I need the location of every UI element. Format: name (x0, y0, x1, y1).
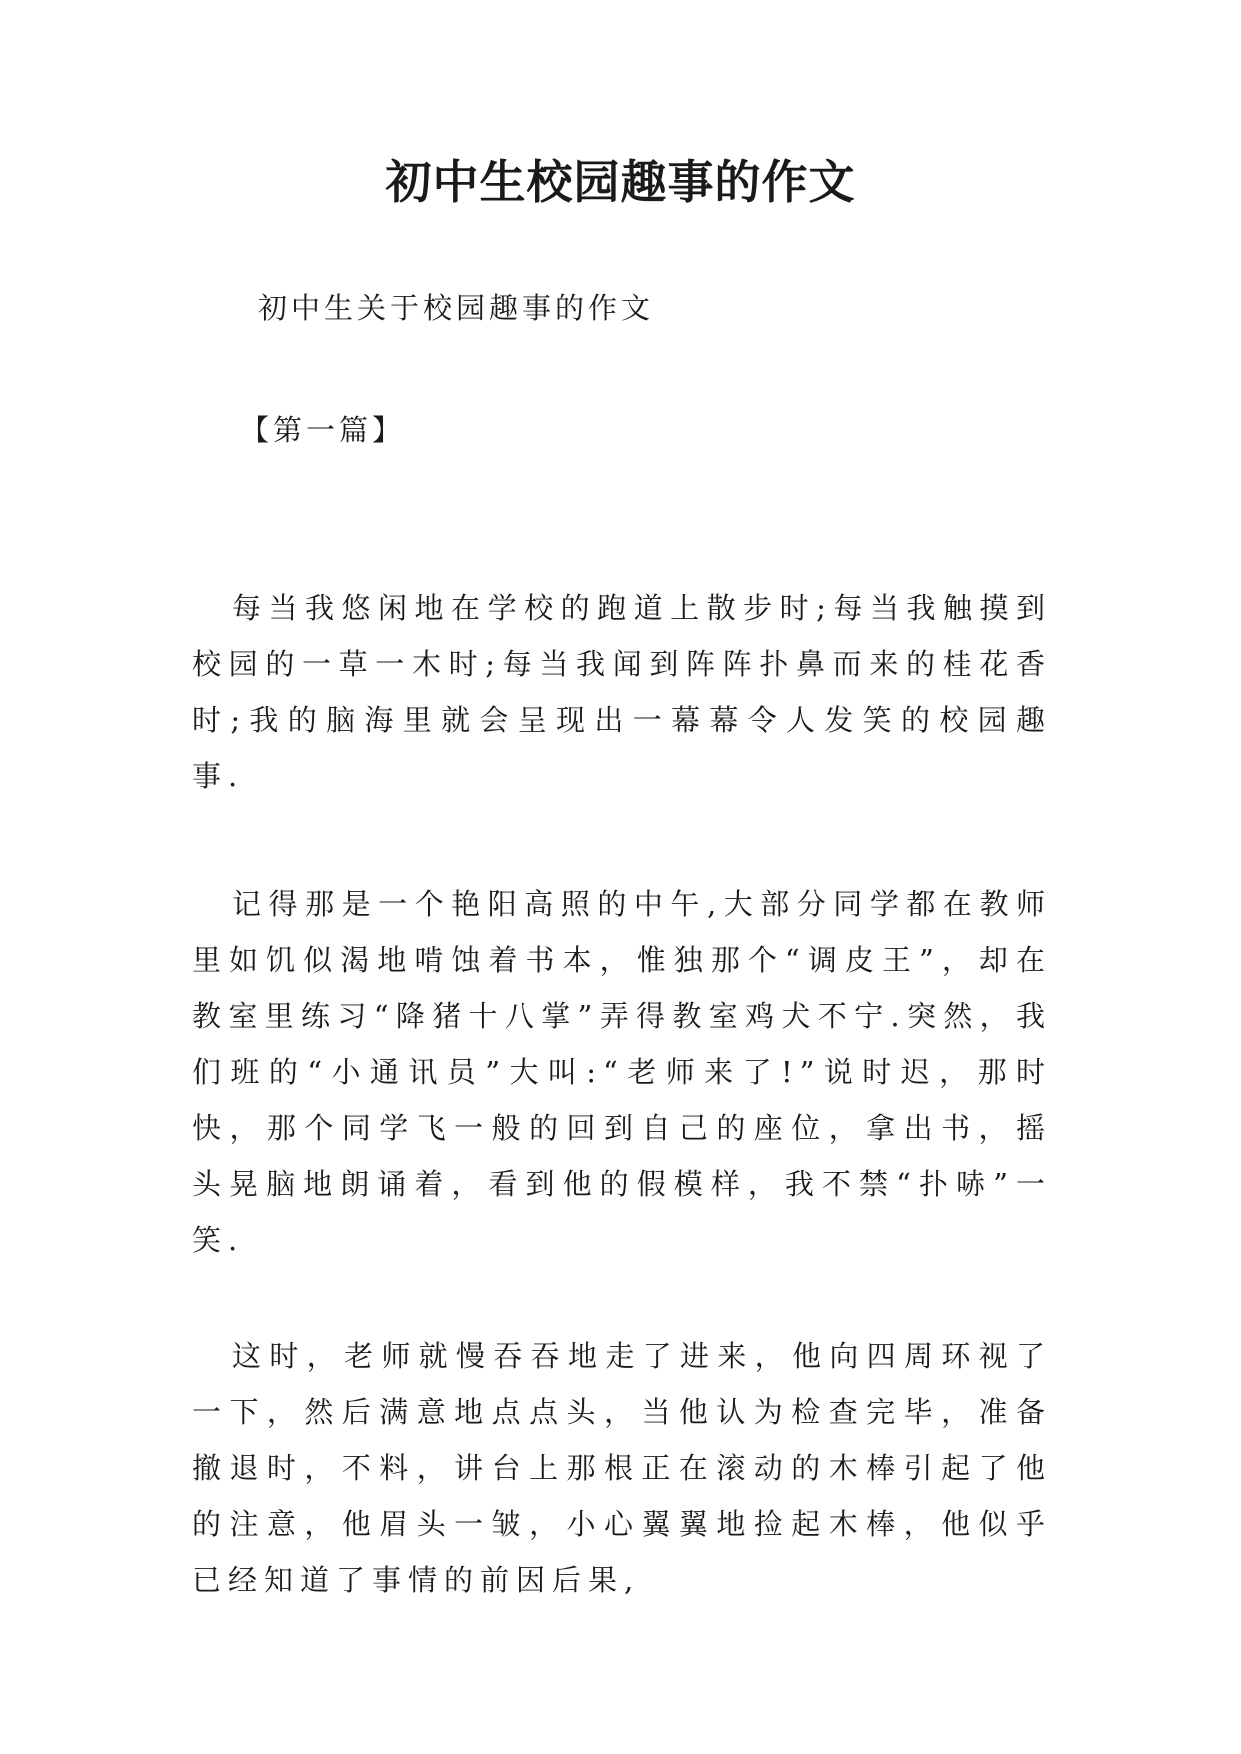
paragraph-2: 记得那是一个艳阳高照的中午,大部分同学都在教师里如饥似渴地啃蚀着书本，惟独那个“调皮王”，却在教室里练习“降猪十八掌”弄得教室鸡犬不宁.突然，我们班的“小通讯员”大叫:“老师来了!”说时迟，那时快，那个同学飞一般的回到自己的座位，拿出书，摇头晃脑地朗诵着，看到他的假模样，我不禁“扑哧”一笑. (192, 887, 1052, 1257)
paragraph-3: 这时，老师就慢吞吞地走了进来，他向四周环视了一下，然后满意地点点头，当他认为检查完毕，准备撤退时，不料，讲台上那根正在滚动的木棒引起了他的注意，他眉头一皱，小心翼翼地捡起木棒，他似乎已经知道了事情的前因后果, (192, 1339, 1052, 1597)
document-title: 初中生校园趣事的作文 (385, 155, 856, 209)
section-label: 【第一篇】 (240, 413, 406, 447)
paragraph-1: 每当我悠闲地在学校的跑道上散步时;每当我触摸到校园的一草一木时;每当我闻到阵阵扑鼻而来的桂花香时;我的脑海里就会呈现出一幕幕令人发笑的校园趣事. (192, 591, 1052, 793)
document-subtitle: 初中生关于校园趣事的作文 (258, 291, 655, 325)
